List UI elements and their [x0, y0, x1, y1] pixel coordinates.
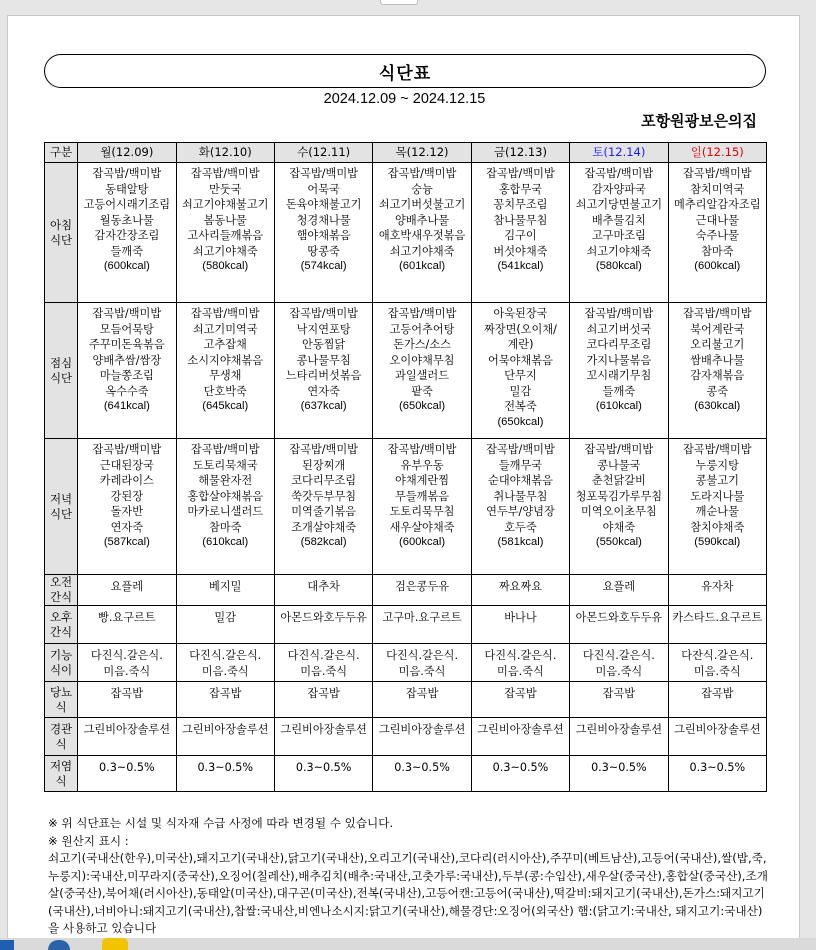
menu-item: 들깨죽 — [110, 244, 144, 258]
menu-cell — [570, 163, 668, 303]
menu-item: 콩나물국 — [597, 458, 641, 472]
menu-period: 2024.12.09 ~ 2024.12.15 — [323, 91, 486, 107]
row-label-breakfast: 아침식단 — [45, 163, 78, 303]
menu-cell — [373, 163, 471, 303]
menu-cell: 유자차 — [668, 575, 766, 606]
menu-cell: 0.3~0.5% — [668, 756, 766, 792]
menu-cell: 아몬드와호두두유 — [570, 606, 668, 644]
origin-list: 쇠고기(국내산(한우),미국산),돼지고기(국내산),닭고기(국내산),오리고기(국내산),코다리(러시아산),주꾸미(베트남산),고등어(국내산),쌀(밥,죽,누룽지):국내산,미꾸라지(중국산),오징어(칠레산),배추김치(배추:국내산,고춧가루:국내산),두부(콩:수입산),새우살(중국산),홍합살(중국산),조개살(중국산),북어채(러시아산),동태알(미국산),대구곤(미국산),전복(국내산),고등어캔:고등어(국내산),떡갈비:돼지고기(국내산),돈가스:돼지고기(국내산),너비아니:돼지고기(국내산),찹쌀:국내산,비엔나소시지:닭고기(국내산),해물경단:오징어(외국산) 햄:(닭고기:국내산, 돼지고기:국내산)을 사용하고 있습니다 — [48, 851, 768, 935]
menu-cell: 밀감 — [176, 606, 274, 644]
menu-item: 콩불고기 — [695, 474, 739, 487]
menu-cell — [274, 303, 372, 439]
menu-cell: 그린비아장솔루션 — [78, 718, 176, 756]
menu-item: 과일샐러드 — [395, 369, 450, 382]
calorie-value: (600kcal) — [399, 536, 446, 548]
menu-item: 양배추쌈/쌈장 — [92, 353, 162, 367]
menu-item: 청경채나물 — [296, 213, 351, 227]
menu-item: 잡곡밥/백미밥 — [92, 443, 162, 456]
menu-item: 콩죽 — [706, 384, 729, 398]
top-handle — [380, 0, 418, 5]
menu-item: 고구마조림 — [591, 229, 646, 242]
menu-cell — [668, 303, 766, 439]
menu-cell: 다진식.갈은식.미음.죽식 — [471, 644, 569, 682]
calorie-value: (650kcal) — [399, 400, 446, 412]
menu-item: 양배추나물 — [395, 213, 450, 227]
menu-cell — [373, 303, 471, 439]
menu-cell: 다진식.갈은식.미음.죽식 — [78, 644, 176, 682]
menu-item: 짜장면(오이채/계란) — [483, 322, 557, 351]
menu-item: 취나물무침 — [493, 489, 548, 503]
calorie-value: (550kcal) — [595, 536, 642, 548]
pm-snack-row — [45, 606, 767, 644]
change-notice: ※ 위 식단표는 시설 및 식자재 수급 사정에 따라 변경될 수 있습니다. — [48, 816, 394, 830]
menu-item: 만둣국 — [209, 182, 242, 196]
calorie-value: (580kcal) — [202, 260, 249, 272]
menu-item: 김구이 — [504, 229, 537, 242]
menu-item: 전복죽 — [504, 400, 537, 413]
menu-item: 꼬시래기무침 — [586, 369, 652, 382]
menu-cell: 베지밀 — [176, 575, 274, 606]
header-row — [45, 143, 767, 163]
menu-item: 근대나물 — [695, 213, 739, 227]
menu-item: 숭늉 — [411, 182, 433, 196]
day-header: 목(12.12) — [373, 143, 471, 163]
day-header: 금(12.13) — [471, 143, 569, 163]
menu-cell: 요플레 — [78, 575, 176, 606]
menu-item: 도라지나물 — [690, 489, 745, 503]
am-snack-row — [45, 575, 767, 606]
menu-item: 주꾸미돈육볶음 — [89, 338, 165, 351]
row-label-diabetic: 당뇨식 — [45, 682, 78, 718]
menu-item: 소시지야채볶음 — [187, 353, 264, 367]
menu-item: 오이야채무침 — [389, 353, 455, 367]
menu-cell: 짜요짜요 — [471, 575, 569, 606]
menu-item: 참마죽 — [209, 520, 242, 534]
menu-item: 애호박새우젓볶음 — [378, 229, 466, 242]
menu-item: 들깨죽 — [602, 384, 636, 398]
menu-item: 참나물무침 — [493, 213, 548, 227]
menu-item: 해물완자전 — [198, 474, 253, 487]
menu-item: 춘천닭갈비 — [591, 474, 646, 487]
row-label-tube: 경관식 — [45, 718, 78, 756]
menu-item: 밀감 — [509, 384, 532, 398]
menu-cell: 잡곡밥 — [471, 682, 569, 718]
menu-item: 호두죽 — [504, 520, 537, 534]
menu-cell: 다진식.갈은식.미음.죽식 — [274, 644, 372, 682]
menu-item: 조개살야채죽 — [291, 520, 357, 534]
calorie-value: (587kcal) — [103, 536, 150, 548]
menu-item: 돈가스/소스 — [393, 338, 451, 351]
menu-item: 마카로니샐러드 — [187, 505, 264, 518]
menu-item: 홍합살야채볶음 — [187, 489, 264, 503]
menu-cell: 0.3~0.5% — [373, 756, 471, 792]
menu-item: 누룽지탕 — [695, 458, 739, 472]
calorie-value: (641kcal) — [103, 400, 150, 412]
menu-cell: 그린비아장솔루션 — [668, 718, 766, 756]
menu-cell — [471, 163, 569, 303]
menu-cell: 검은콩두유 — [373, 575, 471, 606]
menu-cell: 바나나 — [471, 606, 569, 644]
menu-cell: 잡곡밥 — [274, 682, 372, 718]
menu-item: 낙지연포탕 — [296, 322, 351, 336]
menu-item: 감자간장조림 — [94, 229, 160, 242]
calorie-value: (600kcal) — [694, 260, 741, 272]
menu-item: 쇠고기야채죽 — [192, 244, 258, 258]
menu-cell: 그린비아장솔루션 — [570, 718, 668, 756]
menu-item: 잡곡밥/백미밥 — [486, 443, 555, 456]
calorie-value: (637kcal) — [300, 400, 347, 412]
menu-item: 깨순나물 — [695, 505, 739, 518]
day-header-sunday: 일(12.15) — [668, 143, 766, 163]
menu-item: 고사리들깨볶음 — [187, 229, 264, 242]
menu-item: 잡곡밥/백미밥 — [682, 167, 752, 180]
menu-cell — [176, 303, 274, 439]
menu-item: 코다리무조림 — [586, 338, 652, 351]
menu-item: 땅콩죽 — [307, 244, 340, 258]
origin-heading: ※ 원산지 표시 : — [48, 833, 129, 848]
functional-row — [45, 644, 767, 682]
menu-cell — [78, 163, 176, 303]
document-page — [7, 15, 800, 950]
menu-item: 팥죽 — [411, 384, 433, 398]
row-label-dinner: 저녁식단 — [45, 439, 78, 575]
menu-cell — [78, 439, 176, 575]
menu-cell — [471, 303, 569, 439]
menu-item: 강된장 — [110, 489, 144, 503]
menu-item: 느타리버섯볶음 — [285, 369, 362, 382]
menu-item: 무생채 — [209, 369, 242, 382]
menu-cell — [274, 163, 372, 303]
menu-item: 버섯야채죽 — [493, 244, 548, 258]
calorie-value: (601kcal) — [399, 260, 446, 272]
calorie-value: (574kcal) — [300, 260, 347, 272]
calorie-value: (650kcal) — [497, 415, 544, 428]
menu-cell — [471, 439, 569, 575]
menu-item: 월동초나물 — [99, 213, 154, 227]
menu-item: 동태알탕 — [105, 182, 149, 196]
menu-item: 북어계란국 — [690, 322, 745, 336]
menu-cell: 0.3~0.5% — [274, 756, 372, 792]
menu-cell: 그린비아장솔루션 — [176, 718, 274, 756]
menu-item: 쇠고기야채죽 — [586, 244, 652, 258]
menu-item: 잡곡밥/백미밥 — [289, 443, 358, 456]
page-title: 식단표 — [378, 63, 432, 84]
diabetic-row — [45, 682, 767, 718]
menu-item: 감자채볶음 — [690, 369, 745, 382]
title-box — [44, 54, 766, 88]
menu-item: 청포묵김가루무침 — [575, 489, 663, 503]
menu-item: 잡곡밥/백미밥 — [584, 167, 654, 180]
menu-item: 돈육야채불고기 — [285, 198, 362, 211]
menu-cell: 0.3~0.5% — [78, 756, 176, 792]
menu-item: 어묵야채볶음 — [488, 353, 553, 367]
menu-cell: 0.3~0.5% — [570, 756, 668, 792]
menu-cell — [668, 439, 766, 575]
menu-item: 돌자반 — [110, 505, 144, 518]
menu-item: 잡곡밥/백미밥 — [387, 307, 457, 320]
menu-cell — [274, 439, 372, 575]
menu-cell: 잡곡밥 — [78, 682, 176, 718]
menu-item: 도토리묵채국 — [192, 458, 258, 472]
menu-item: 된장찌개 — [302, 458, 346, 472]
menu-item: 잡곡밥/백미밥 — [584, 307, 654, 320]
menu-item: 새우살야채죽 — [389, 520, 455, 534]
menu-item: 잡곡밥/백미밥 — [289, 307, 358, 320]
menu-item: 연자죽 — [307, 384, 340, 398]
menu-item: 숙주나물 — [695, 229, 739, 242]
messenger-icon[interactable] — [102, 938, 128, 950]
menu-item: 메추리알감자조림 — [674, 198, 761, 211]
menu-item: 모듬어묵탕 — [99, 322, 154, 336]
menu-cell: 잡곡밥 — [668, 682, 766, 718]
menu-cell — [668, 163, 766, 303]
calorie-value: (541kcal) — [497, 260, 544, 272]
menu-item: 쇠고기야채죽 — [389, 244, 455, 258]
menu-item: 고추잡채 — [203, 338, 247, 351]
menu-cell — [78, 303, 176, 439]
breakfast-row — [45, 163, 767, 303]
corner-header: 구분 — [45, 143, 78, 163]
menu-item: 유부우동 — [400, 458, 444, 472]
menu-cell: 잡곡밥 — [373, 682, 471, 718]
calorie-value: (582kcal) — [300, 536, 347, 548]
menu-item: 잡곡밥/백미밥 — [289, 167, 358, 180]
menu-item: 잡곡밥/백미밥 — [92, 307, 162, 320]
menu-cell: 아몬드와호두두유 — [274, 606, 372, 644]
menu-cell — [570, 303, 668, 439]
menu-item: 미역줄기볶음 — [291, 505, 357, 518]
menu-item: 마늘쫑조림 — [99, 369, 154, 382]
menu-item: 단호박죽 — [203, 384, 247, 398]
menu-item: 아욱된장국 — [493, 307, 548, 320]
menu-item: 연자죽 — [110, 520, 144, 534]
menu-item: 어묵국 — [307, 182, 340, 196]
day-header-saturday: 토(12.14) — [570, 143, 668, 163]
menu-item: 순대야채볶음 — [488, 474, 553, 487]
menu-item: 꽁치무조림 — [493, 198, 548, 211]
menu-item: 고등어추어탕 — [389, 322, 455, 336]
menu-cell: 그린비아장솔루션 — [471, 718, 569, 756]
menu-cell: 요플레 — [570, 575, 668, 606]
dinner-row — [45, 439, 767, 575]
calorie-value: (581kcal) — [497, 536, 544, 548]
menu-cell: 다진식.갈은식.미음.죽식 — [570, 644, 668, 682]
menu-item: 고등어시래기조림 — [83, 198, 171, 211]
day-header: 월(12.09) — [78, 143, 176, 163]
menu-item: 단무지 — [504, 369, 537, 382]
menu-item: 카레라이스 — [99, 474, 154, 487]
menu-item: 감자양파국 — [591, 182, 646, 196]
menu-item: 햄야채볶음 — [296, 229, 351, 242]
menu-cell: 카스타드.요구르트 — [668, 606, 766, 644]
menu-item: 잡곡밥/백미밥 — [92, 167, 162, 180]
menu-item: 옥수수죽 — [105, 384, 149, 398]
notes — [48, 815, 768, 938]
menu-cell — [373, 439, 471, 575]
calorie-value: (580kcal) — [595, 260, 642, 272]
menu-item: 무들깨볶음 — [395, 489, 450, 503]
menu-item: 참마죽 — [701, 244, 734, 258]
menu-cell: 잡곡밥 — [176, 682, 274, 718]
menu-cell: 다진식.갈은식.미음.죽식 — [176, 644, 274, 682]
menu-item: 잡곡밥/백미밥 — [682, 307, 752, 320]
menu-item: 잡곡밥/백미밥 — [190, 167, 260, 180]
calorie-value: (600kcal) — [103, 260, 150, 272]
row-label-am-snack: 오전간식 — [45, 575, 78, 606]
menu-item: 잡곡밥/백미밥 — [387, 167, 457, 180]
menu-cell: 빵.요구르트 — [78, 606, 176, 644]
menu-item: 잡곡밥/백미밥 — [190, 443, 260, 456]
menu-item: 쑥갓두부무침 — [291, 489, 357, 503]
low-salt-row — [45, 756, 767, 792]
menu-item: 쇠고기당면불고기 — [575, 198, 663, 211]
calorie-value: (610kcal) — [202, 536, 249, 548]
menu-item: 오리불고기 — [690, 338, 745, 351]
menu-item: 근대된장국 — [99, 458, 154, 472]
row-label-pm-snack: 오후간식 — [45, 606, 78, 644]
menu-item: 잡곡밥/백미밥 — [190, 307, 260, 320]
menu-cell — [570, 439, 668, 575]
menu-cell: 고구마.요구르트 — [373, 606, 471, 644]
menu-item: 야채계란찜 — [395, 474, 450, 487]
tube-row — [45, 718, 767, 756]
menu-item: 쇠고기버섯국 — [586, 322, 652, 336]
menu-item: 쇠고기야채불고기 — [182, 198, 269, 211]
lunch-row — [45, 303, 767, 439]
weekly-menu-table — [44, 142, 767, 792]
menu-cell: 다잔식.갈은식.미음.죽식 — [668, 644, 766, 682]
row-label-low-salt: 저염식 — [45, 756, 78, 792]
menu-item: 코다리무조림 — [291, 474, 357, 487]
menu-item: 쌈배추나물 — [690, 353, 745, 367]
menu-item: 홍합무국 — [498, 182, 543, 196]
menu-item: 도토리묵무침 — [389, 505, 455, 518]
menu-cell: 그린비아장솔루션 — [373, 718, 471, 756]
menu-item: 참치미역국 — [690, 182, 745, 196]
menu-cell — [176, 439, 274, 575]
facility-name: 포항원광보은의집 — [641, 112, 757, 130]
menu-item: 연두부/양념장 — [486, 505, 555, 518]
menu-item: 참치야채죽 — [690, 520, 745, 534]
menu-cell: 대추차 — [274, 575, 372, 606]
menu-cell: 다진식.갈은식.미음.죽식 — [373, 644, 471, 682]
taskbar-app-icon[interactable] — [0, 940, 14, 950]
menu-item: 쇠고기버섯불고기 — [378, 198, 466, 211]
menu-item: 배추물김치 — [591, 213, 646, 227]
menu-cell — [176, 163, 274, 303]
day-header: 수(12.11) — [274, 143, 372, 163]
menu-item: 잡곡밥/백미밥 — [584, 443, 654, 456]
menu-item: 야채죽 — [602, 520, 636, 534]
menu-item: 잡곡밥/백미밥 — [387, 443, 457, 456]
calorie-value: (630kcal) — [694, 400, 741, 412]
row-label-functional: 기능식이 — [45, 644, 78, 682]
menu-item: 미역오이초무침 — [581, 505, 657, 518]
calorie-value: (610kcal) — [595, 400, 642, 412]
day-header: 화(12.10) — [176, 143, 274, 163]
menu-item: 콩나물무침 — [296, 353, 351, 367]
menu-cell: 그린비아장솔루션 — [274, 718, 372, 756]
menu-cell: 0.3~0.5% — [471, 756, 569, 792]
calorie-value: (590kcal) — [694, 536, 741, 548]
menu-item: 봄동나물 — [203, 213, 247, 227]
menu-item: 들깨무국 — [498, 458, 543, 472]
menu-item: 쇠고기미역국 — [192, 322, 258, 336]
row-label-lunch: 점심식단 — [45, 303, 78, 439]
menu-item: 가지나물볶음 — [586, 353, 652, 367]
menu-cell: 잡곡밥 — [570, 682, 668, 718]
menu-item: 잡곡밥/백미밥 — [682, 443, 752, 456]
menu-item: 잡곡밥/백미밥 — [486, 167, 555, 180]
menu-cell: 0.3~0.5% — [176, 756, 274, 792]
menu-item: 안동찜닭 — [302, 338, 346, 351]
calorie-value: (645kcal) — [202, 400, 249, 412]
